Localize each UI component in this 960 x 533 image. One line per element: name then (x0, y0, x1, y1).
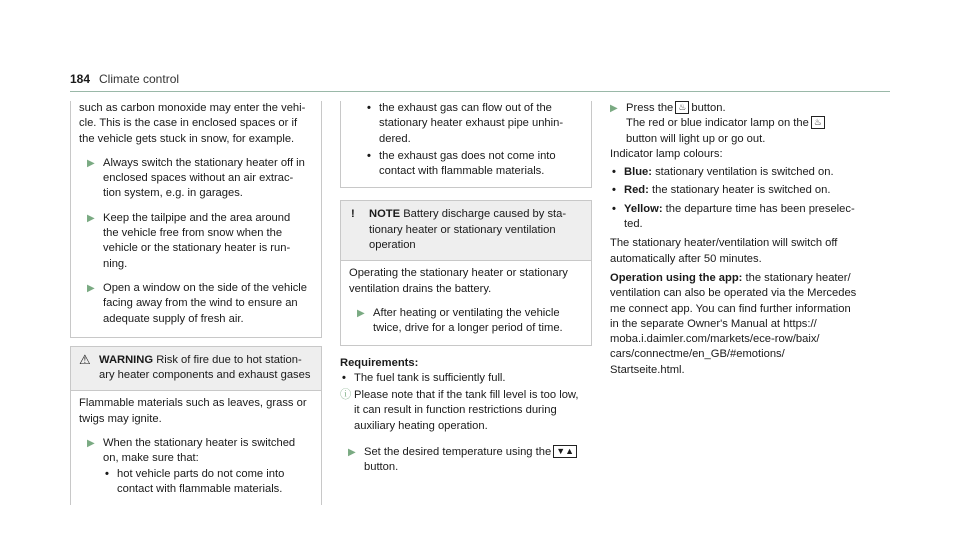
step-arrow-icon: ▶ (87, 157, 95, 169)
note-step: ▶ After heating or ventilating the vehicle twice, drive for a longer period of time. (357, 306, 563, 335)
note-body: Operating the stationary heater or stationary ventilation drains the battery. ▶ After heating or ventilating the vehicle twice, drive for a longer period of time. (341, 261, 591, 344)
note-box (340, 200, 592, 345)
info-note: ⓘ Please note that if the tank fill level is too low, it can result in function restrictions during auxiliary heating operation. (340, 389, 579, 432)
step-arrow-icon: ▶ (357, 307, 365, 319)
page-header (70, 71, 890, 92)
info-icon: ⓘ (340, 389, 352, 402)
warning-text: Risk of fire due to hot station- ary heater components and exhaust gases (99, 353, 311, 382)
press-button-step: ▶ Press the ♨ button. The red or blue indicator lamp on the ♨ button will light up or go out. (610, 101, 862, 147)
warning-triangle-icon: ⚠ (79, 351, 91, 367)
list-item: • the exhaust gas does not come into contact with flammable materials. (367, 149, 556, 178)
warning-body: Flammable materials such as leaves, grass or twigs may ignite. ▶ When the stationary heater is switched on, make sure that: • hot vehicle parts do not come into contact with flammable materials. (71, 391, 321, 505)
warning-header (71, 347, 321, 392)
app-operation: Operation using the app: the stationary heater/ ventilation can also be operated via the Mercedes me connect app. You can find further information in the separate Owner's Manual at https:// moba.i.daimler.com/markets/ece-row/baix/ cars/connectme/en_GB/#emotions/ Startseite.html. (610, 271, 857, 376)
step-2: ▶ Keep the tailpipe and the area around the vehicle free from snow when the vehicle or the stationary heater is run- ning. (87, 211, 291, 270)
section-title: Climate control (99, 72, 180, 86)
warning-box (70, 346, 322, 505)
heater-button-icon: ♨ (811, 116, 825, 129)
step-arrow-icon: ▶ (348, 447, 356, 459)
exclamation-icon: ! (351, 208, 355, 221)
note-text: Battery discharge caused by sta- tionary heater or stationary ventilation operation (369, 208, 567, 252)
warning-continuation-box (70, 101, 322, 338)
lamp-colours-title: Indicator lamp colours: (610, 147, 723, 160)
list-item: • the exhaust gas can flow out of the stationary heater exhaust pipe unhin- dered. (367, 102, 564, 145)
temperature-button-icon: ▼▲ (553, 445, 577, 458)
list-item: • Yellow: the departure time has been preselec- ted. (612, 202, 855, 231)
requirements (340, 356, 592, 476)
column-2 (340, 101, 592, 476)
warning-title: WARNING (99, 353, 154, 366)
column-3 (610, 101, 862, 378)
set-temperature-step: ▶ Set the desired temperature using the ▼▲ button. (340, 445, 592, 476)
list-item: • Red: the stationary heater is switched on. (612, 184, 831, 197)
note-title: NOTE (369, 208, 401, 221)
list-item: • hot vehicle parts do not come into contact with flammable materials. (105, 467, 285, 495)
auto-off-text: The stationary heater/ventilation will switch off automatically after 50 minutes. (610, 237, 838, 265)
step-arrow-icon: ▶ (87, 282, 95, 294)
warning-step: ▶ When the stationary heater is switched on, make sure that: • hot vehicle parts do not come into contact with flammable materials. (79, 436, 313, 497)
step-arrow-icon: ▶ (87, 212, 95, 224)
heater-button-icon: ♨ (675, 101, 689, 114)
list-item: • Blue: stationary ventilation is switched on. (612, 166, 834, 179)
column-1 (70, 101, 322, 505)
warning-continuation-box-2 (340, 101, 592, 188)
step-arrow-icon: ▶ (610, 103, 618, 114)
step-3: ▶ Open a window on the side of the vehicle facing away from the wind to ensure an adequate supply of fresh air. (87, 281, 307, 325)
step-1: ▶ Always switch the stationary heater off in enclosed spaces without an air extrac- tion system, e.g. in garages. (87, 156, 305, 200)
note-header (341, 201, 591, 261)
list-item: • The fuel tank is sufficiently full. (342, 371, 506, 384)
page-number: 184 (70, 72, 91, 86)
step-arrow-icon: ▶ (87, 438, 95, 450)
requirements-title: Requirements: (340, 356, 419, 369)
intro-text: such as carbon monoxide may enter the vehi- cle. This is the case in enclosed spaces or if the vehicle gets stuck in snow, for example. (79, 102, 306, 145)
